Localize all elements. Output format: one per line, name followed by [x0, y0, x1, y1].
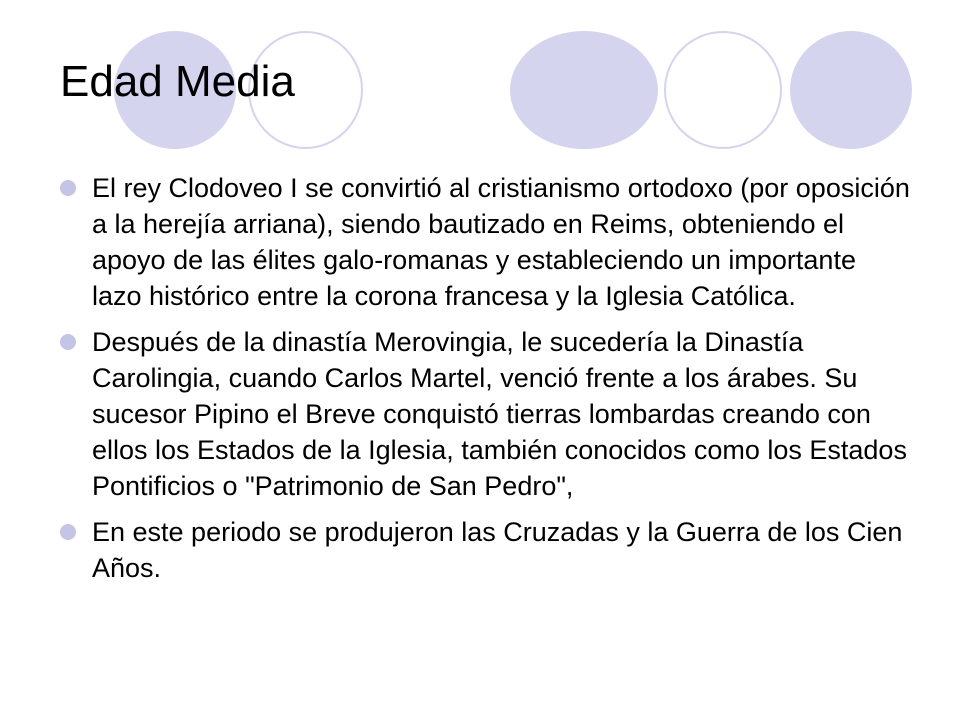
bullet-text: En este periodo se produjeron las Cruzadas y la Guerra de los Cien Años.: [92, 517, 903, 583]
slide-title: Edad Media: [60, 57, 295, 106]
bullet-item: [60, 170, 912, 314]
bullet-text: El rey Clodoveo I se convirtió al cristianismo ortodoxo (por oposición a la herejía arriana), siendo bautizado en Reims, obteniendo el apoyo de las élites galo-romanas y estableciendo un importante lazo histórico entre la corona francesa y la Iglesia Católica.: [92, 173, 910, 311]
bullet-dot-icon: [60, 334, 76, 350]
bullet-dot-icon: [60, 180, 76, 196]
decorative-circle-filled: [510, 31, 658, 149]
decorative-circle-filled: [790, 31, 912, 149]
bullet-item: [60, 514, 912, 586]
bullet-text: Después de la dinastía Merovingia, le sucedería la Dinastía Carolingia, cuando Carlos Martel, venció frente a los árabes. Su sucesor Pipino el Breve conquistó tierras lombardas creando con ellos los Estados de la Iglesia, también conocidos como los Estados Pontificios o "Patrimonio de San Pedro",: [92, 327, 907, 501]
bullet-list: [60, 170, 912, 596]
bullet-item: [60, 324, 912, 504]
bullet-dot-icon: [60, 524, 76, 540]
decorative-circle-outline: [664, 31, 782, 149]
